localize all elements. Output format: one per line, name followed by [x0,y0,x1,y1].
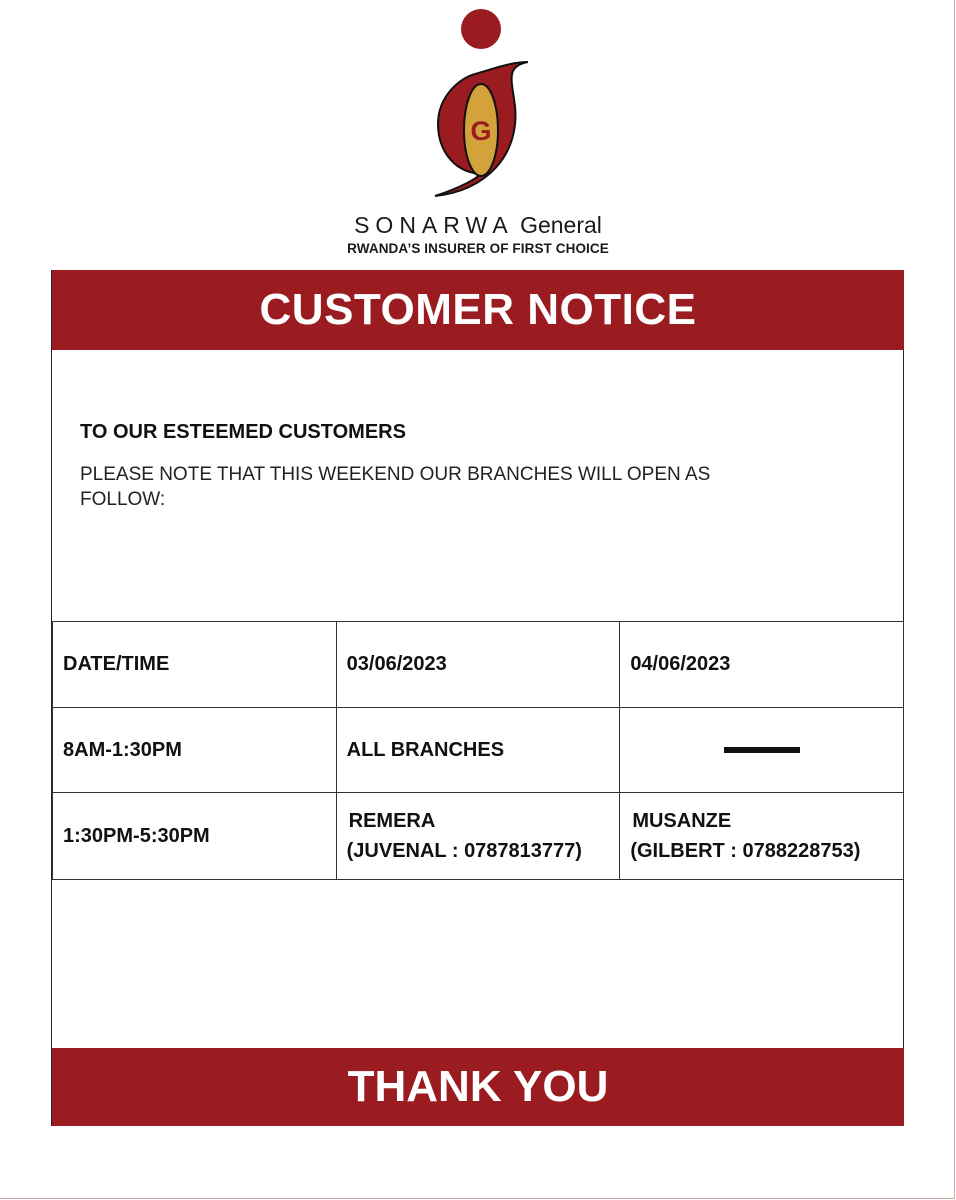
brand-name-main: SONARWA [354,212,514,238]
table-row [53,622,904,708]
table-row [53,793,904,880]
brand-name-suffix: General [520,212,602,238]
logo-letter: G [470,116,492,146]
branch-name: MUSANZE [632,810,732,832]
sonarwa-logo [420,6,540,206]
schedule-table [52,621,904,880]
day2-cell [620,793,904,880]
notice-message: PLEASE NOTE THAT THIS WEEKEND OUR BRANCHES WILL OPEN AS FOLLOW: [80,464,711,510]
thank-you-footer: THANK YOU [52,1048,904,1126]
notice-title: CUSTOMER NOTICE [52,270,904,350]
closed-dash [724,747,800,753]
table-row [53,708,904,793]
day2-cell [620,708,904,793]
header-cell-datetime: DATE/TIME [53,622,337,708]
branch-name: REMERA [348,810,436,832]
brand-name [300,212,656,239]
branch-contact: (JUVENAL : 0787813777) [346,840,582,862]
greeting-heading: TO OUR ESTEEMED CUSTOMERS [80,421,406,443]
logo-head-circle [461,9,501,49]
day1-cell [336,793,620,880]
header-cell-date1: 03/06/2023 [336,622,620,708]
time-cell: 1:30PM-5:30PM [53,793,337,880]
header-cell-date2: 04/06/2023 [620,622,904,708]
time-cell: 8AM-1:30PM [53,708,337,793]
day1-cell: ALL BRANCHES [336,708,620,793]
branch-contact: (GILBERT : 0788228753) [630,840,861,862]
brand-tagline: RWANDA’S INSURER OF FIRST CHOICE [347,241,609,256]
